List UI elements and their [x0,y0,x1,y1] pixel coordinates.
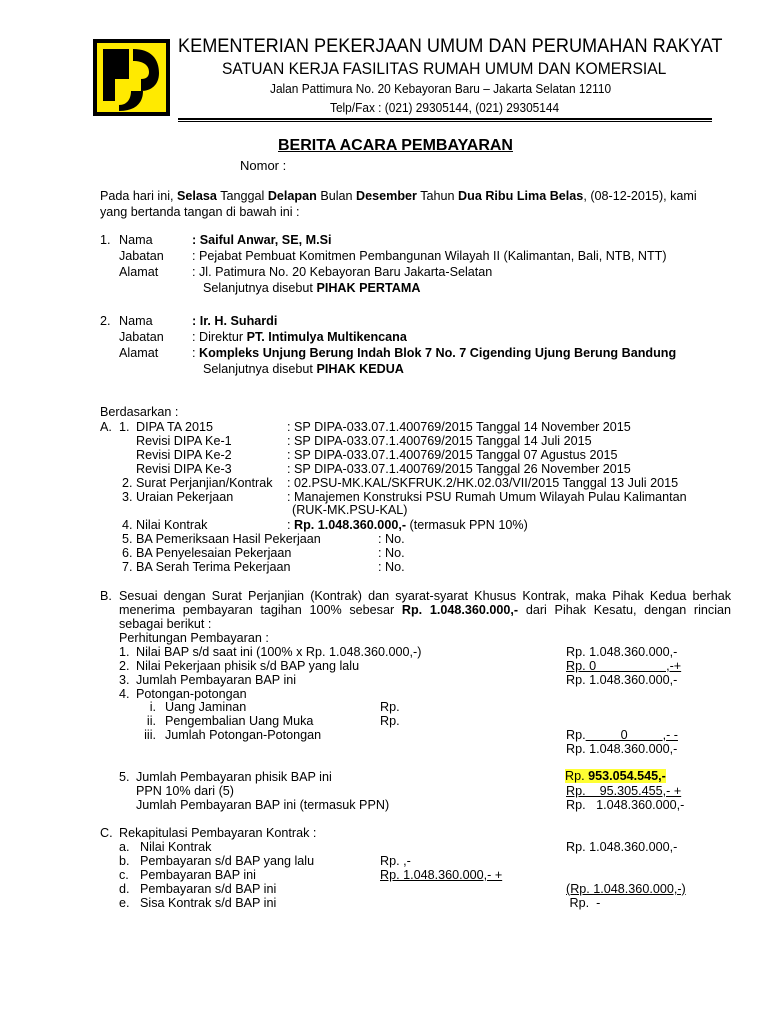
deduction-label: Pengembalian Uang Muka [165,714,314,728]
deduction-label: Jumlah Potongan-Potongan [165,728,322,742]
calc-item-label: Potongan-potongan [136,687,247,701]
basis-row-label: Revisi DIPA Ke-3 [136,462,232,476]
after-deductions-value: Rp. 1.048.360.000,- [566,742,678,756]
basis-row-value: : SP DIPA-033.07.1.400769/2015 Tanggal 14 November 2015 [287,420,631,434]
calc-item-number: 4. [119,687,130,701]
recap-item-value: (Rp. 1.048.360.000,-) [566,882,686,896]
recap-item-number: b. [119,854,130,868]
basis-row-value: : SP DIPA-033.07.1.400769/2015 Tanggal 26 November 2015 [287,462,631,476]
party-2-address: : Kompleks Unjung Berung Indah Blok 7 No. 7 Cigending Ujung Berung Bandung [192,346,677,360]
party-1-position-label: Jabatan [119,249,164,263]
party-1-number: 1. [100,233,111,247]
party-1-address-label: Alamat [119,265,159,279]
party-2-designation: Selanjutnya disebut PIHAK KEDUA [203,362,404,376]
recap-item-label: Sisa Kontrak s/d BAP ini [140,896,277,910]
pu-ministry-logo [93,39,170,116]
ba-row-number: 6. [122,546,133,560]
section-b-line-2: menerima pembayaran tagihan 100% sebesar Rp. 1.048.360.000,- dari Pihak Kesatu, dengan rincian [119,603,732,617]
basis-row-value: : 02.PSU-MK.KAL/SKFRUK.2/HK.02.03/VII/2015 Tanggal 13 Juli 2015 [287,476,679,490]
ministry-name: KEMENTERIAN PEKERJAAN UMUM DAN PERUMAHAN RAKYAT [178,35,723,57]
calc-item-label: Nilai Pekerjaan phisik s/d BAP yang lalu [136,659,360,673]
basis-row-value: : SP DIPA-033.07.1.400769/2015 Tanggal 07 Agustus 2015 [287,448,618,462]
party-2-number: 2. [100,314,111,328]
basis-row-number: 3. [122,490,133,504]
basis-row-label: Surat Perjanjian/Kontrak [136,476,273,490]
section-b-line-3: sebagai berikut : [119,617,212,631]
party-1-designation: Selanjutnya disebut PIHAK PERTAMA [203,281,421,295]
ppn-value: Rp. 95.305.455,- + [566,784,682,798]
party-1-address: : Jl. Patimura No. 20 Kebayoran Baru Jakarta-Selatan [192,265,493,279]
basis-row-value: : SP DIPA-033.07.1.400769/2015 Tanggal 14 Juli 2015 [287,434,592,448]
party-1-name: : Saiful Anwar, SE, M.Si [192,233,332,247]
perhitungan-label: Perhitungan Pembayaran : [119,631,269,645]
ba-row-label: BA Pemeriksaan Hasil Pekerjaan [136,532,321,546]
office-address: Jalan Pattimura No. 20 Kebayoran Baru – Jakarta Selatan 12110 [270,82,612,96]
party-2-name-label: Nama [119,314,153,328]
uraian-line-2: (RUK-MK.PSU-KAL) [292,503,408,517]
calc-item-value: Rp. 1.048.360.000,- [566,645,678,659]
item-5-label: Jumlah Pembayaran phisik BAP ini [136,770,332,784]
item-5-number: 5. [119,770,130,784]
ppn-label: PPN 10% dari (5) [136,784,234,798]
deduction-label: Uang Jaminan [165,700,247,714]
party-2-name: : Ir. H. Suhardi [192,314,278,328]
intro-line-2: yang bertanda tangan di bawah ini : [100,205,300,219]
basis-row-label: DIPA TA 2015 [136,420,214,434]
calc-item-number: 3. [119,673,130,687]
document-title: BERITA ACARA PEMBAYARAN [278,137,513,154]
recap-item-label: Pembayaran s/d BAP yang lalu [140,854,315,868]
ba-row-value: : No. [378,532,405,546]
ba-row-number: 5. [122,532,133,546]
section-c-title: Rekapitulasi Pembayaran Kontrak : [119,826,317,840]
recap-item-label: Nilai Kontrak [140,840,212,854]
party-2-position: : Direktur PT. Intimulya Multikencana [192,330,407,344]
recap-item-number: a. [119,840,130,854]
deduction-amount: Rp. [380,700,400,714]
recap-item-number: e. [119,896,130,910]
header-rule-thin [178,121,712,122]
basis-row-value: : Manajemen Konstruksi PSU Rumah Umum Wilayah Pulau Kalimantan [287,490,687,504]
recap-item-label: Pembayaran BAP ini [140,868,256,882]
item-5-value: Rp. 953.054.545,- [565,769,666,783]
berdasarkan-label: Berdasarkan : [100,405,179,419]
recap-item-partial: Rp. ,- [380,854,411,868]
nilai-kontrak-number: 4. [122,518,133,532]
calc-item-value: Rp. 0 ,-+ [566,659,682,673]
basis-row-number: 2. [122,476,133,490]
basis-row-label: Revisi DIPA Ke-1 [136,434,232,448]
recap-item-number: d. [119,882,130,896]
deduction-number: i. [149,700,156,714]
recap-item-label: Pembayaran s/d BAP ini [140,882,277,896]
nilai-kontrak-value: : Rp. 1.048.360.000,- (termasuk PPN 10%) [287,518,528,532]
nilai-kontrak-label: Nilai Kontrak [136,518,208,532]
party-2-position-label: Jabatan [119,330,164,344]
ba-row-number: 7. [122,560,133,574]
party-1-name-label: Nama [119,233,153,247]
ba-row-value: : No. [378,560,405,574]
party-2-address-label: Alamat [119,346,159,360]
unit-name: SATUAN KERJA FASILITAS RUMAH UMUM DAN KOMERSIAL [222,59,667,78]
ba-row-label: BA Serah Terima Pekerjaan [136,560,291,574]
deductions-total: Rp. 0 ,- - [566,728,678,742]
calc-item-number: 2. [119,659,130,673]
nomor-label: Nomor : [240,158,287,173]
section-c-letter: C. [100,826,113,840]
calc-item-value: Rp. 1.048.360.000,- [566,673,678,687]
recap-item-value: Rp. 1.048.360.000,- [566,840,678,854]
calc-item-number: 1. [119,645,130,659]
header-rule-thick [178,118,712,120]
recap-item-number: c. [119,868,129,882]
section-b-line-1: Sesuai dengan Surat Perjanjian (Kontrak) dan syarat-syarat Khusus Kontrak, maka Pihak Kedua berhak [119,589,731,603]
total-label: Jumlah Pembayaran BAP ini (termasuk PPN) [136,798,390,812]
deduction-number: iii. [144,728,156,742]
intro-line-1: Pada hari ini, Selasa Tanggal Delapan Bulan Desember Tahun Dua Ribu Lima Belas, (08-12-2015), kami [100,189,697,203]
party-1-position: : Pejabat Pembuat Komitmen Pembangunan Wilayah II (Kalimantan, Bali, NTB, NTT) [192,249,667,263]
basis-row-label: Uraian Pekerjaan [136,490,234,504]
section-a-letter: A. [100,420,112,434]
section-b-letter: B. [100,589,112,603]
basis-row-label: Revisi DIPA Ke-2 [136,448,232,462]
recap-item-value: Rp. - [566,896,601,910]
calc-item-label: Nilai BAP s/d saat ini (100% x Rp. 1.048.360.000,-) [136,645,422,659]
basis-row-number: 1. [119,420,130,434]
recap-item-partial: Rp. 1.048.360.000,- + [380,868,503,882]
deduction-number: ii. [146,714,156,728]
office-phone: Telp/Fax : (021) 29305144, (021) 29305144 [330,101,560,115]
ba-row-label: BA Penyelesaian Pekerjaan [136,546,292,560]
calc-item-label: Jumlah Pembayaran BAP ini [136,673,297,687]
ba-row-value: : No. [378,546,405,560]
total-value: Rp. 1.048.360.000,- [566,798,685,812]
deduction-amount: Rp. [380,714,400,728]
